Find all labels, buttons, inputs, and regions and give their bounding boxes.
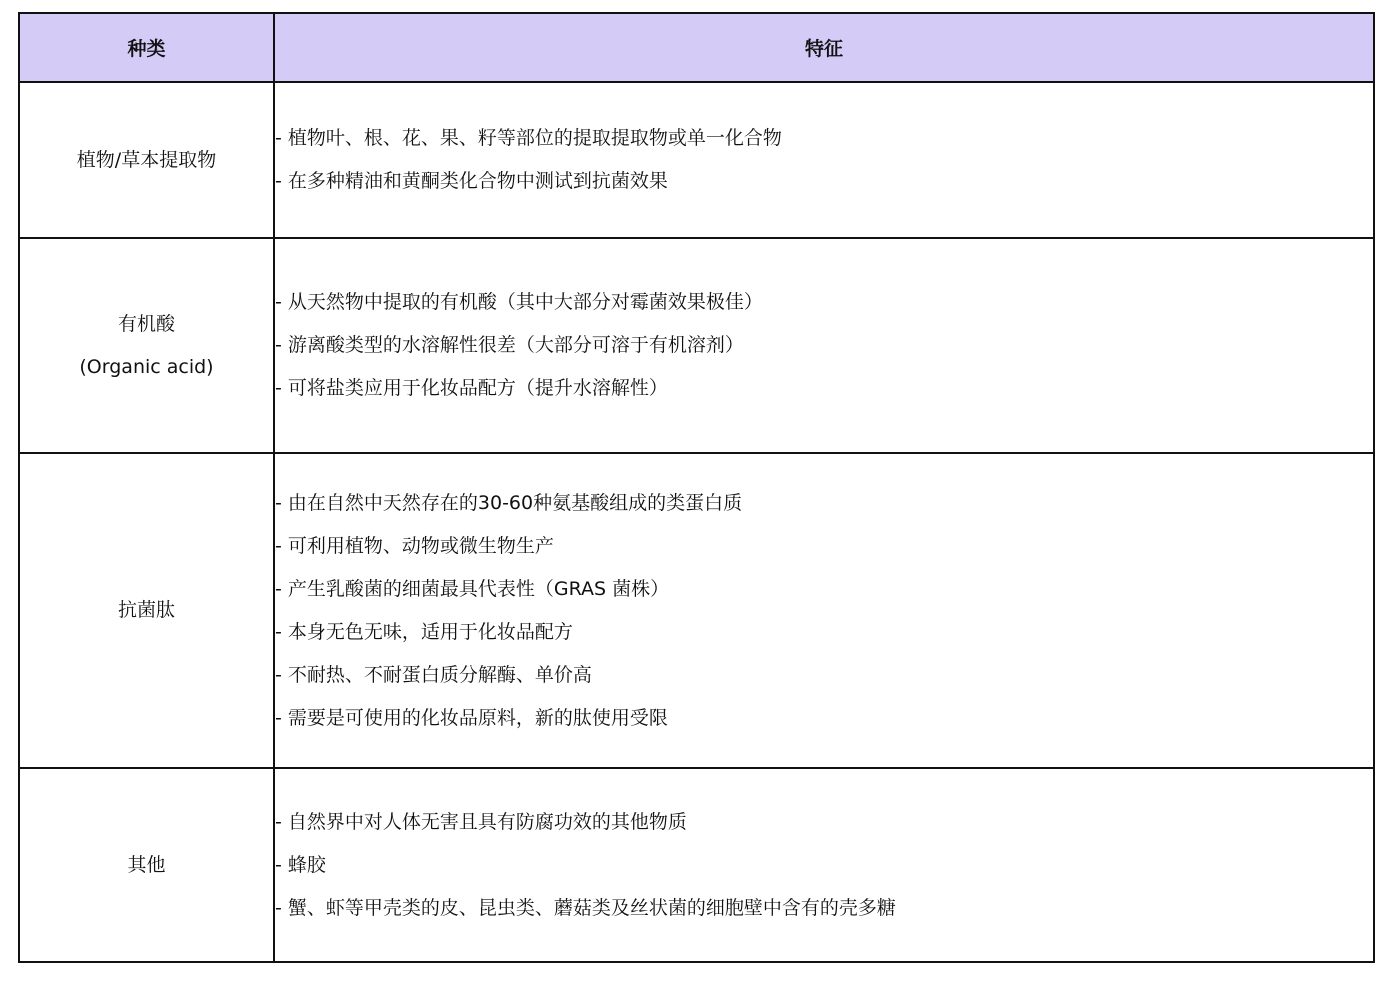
kind-label: 其他 xyxy=(127,853,166,876)
feature-item: - 可将盐类应用于化妆品配方（提升水溶解性） xyxy=(275,377,668,399)
kind-label-english: (Organic acid) xyxy=(79,355,214,378)
feature-item: - 游离酸类型的水溶解性很差（大部分可溶于有机溶剂） xyxy=(275,334,744,356)
table-row xyxy=(19,768,1374,962)
feature-item: - 不耐热、不耐蛋白质分解酶、单价高 xyxy=(275,663,592,686)
table-row xyxy=(19,453,1374,768)
feature-item: - 自然界中对人体无害且具有防腐功效的其他物质 xyxy=(275,810,687,833)
preservative-table xyxy=(18,12,1375,963)
table-row xyxy=(19,82,1374,238)
feature-cell xyxy=(274,82,1374,238)
feature-item: - 植物叶、根、花、果、籽等部位的提取提取物或单一化合物 xyxy=(275,127,782,149)
feature-item: - 可利用植物、动物或微生物生产 xyxy=(275,534,554,557)
kind-label: 抗菌肽 xyxy=(117,599,175,621)
header-kind: 种类 xyxy=(19,13,274,82)
feature-cell xyxy=(274,453,1374,768)
feature-item: - 蟹、虾等甲壳类的皮、昆虫类、蘑菇类及丝状菌的细胞壁中含有的壳多糖 xyxy=(275,896,896,919)
feature-item: - 蜂胶 xyxy=(275,853,326,876)
feature-item: - 由在自然中天然存在的30-60种氨基酸组成的类蛋白质 xyxy=(275,491,743,514)
feature-item: - 在多种精油和黄酮类化合物中测试到抗菌效果 xyxy=(275,170,668,192)
feature-item: - 产生乳酸菌的细菌最具代表性（GRAS 菌株） xyxy=(275,577,670,600)
header-row xyxy=(19,13,1374,82)
table-row xyxy=(19,238,1374,453)
feature-item: - 从天然物中提取的有机酸（其中大部分对霉菌效果极佳） xyxy=(275,291,763,313)
feature-cell xyxy=(274,238,1374,453)
kind-cell xyxy=(19,453,274,768)
header-feature: 特征 xyxy=(274,13,1374,82)
kind-label: 植物/草本提取物 xyxy=(76,148,217,171)
feature-cell xyxy=(274,768,1374,962)
feature-item: - 本身无色无味，适用于化妆品配方 xyxy=(275,620,573,643)
kind-cell xyxy=(19,768,274,962)
kind-cell xyxy=(19,238,274,453)
feature-item: - 需要是可使用的化妆品原料，新的肽使用受限 xyxy=(275,706,668,729)
kind-label: 有机酸 xyxy=(117,312,175,335)
kind-cell xyxy=(19,82,274,238)
